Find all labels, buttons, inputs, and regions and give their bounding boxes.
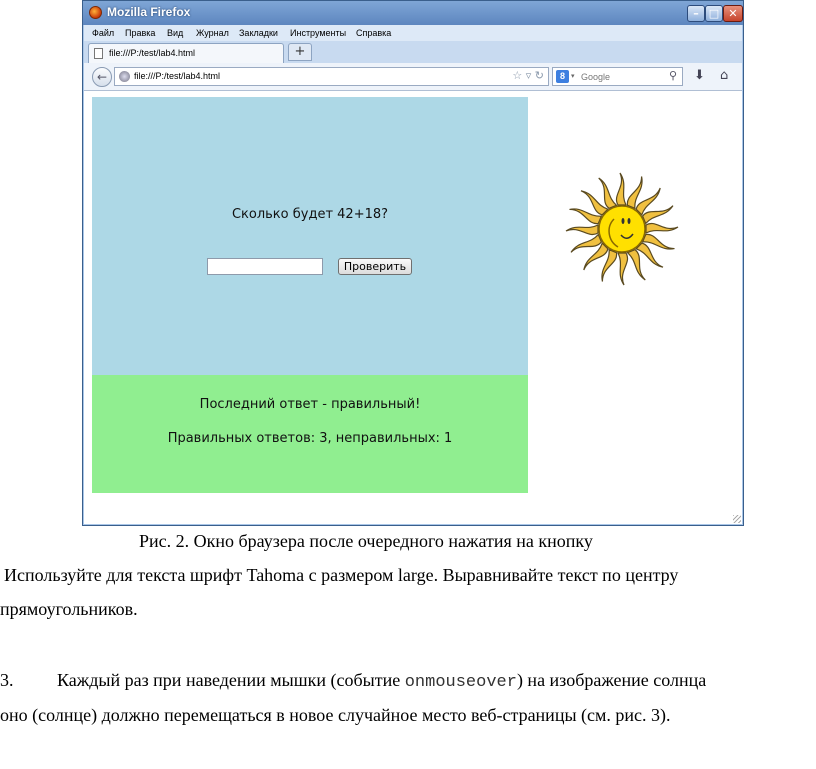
menu-help[interactable]: Справка (356, 28, 392, 38)
last-answer-text: Последний ответ - правильный! (199, 397, 421, 412)
item-line-1 (57, 670, 706, 693)
url-text: file:///P:/test/lab4.html (134, 71, 221, 81)
close-icon: ✕ (728, 7, 738, 20)
sun-eye-left (622, 218, 625, 224)
search-engine-icon[interactable]: 8 (556, 70, 569, 83)
search-placeholder: Google (581, 72, 611, 82)
item-text-after: ) на изображение солнца (516, 670, 707, 690)
page-icon (94, 48, 103, 59)
firefox-icon (89, 6, 102, 19)
check-button[interactable]: Проверить (338, 258, 412, 275)
tab-label: file:///P:/test/lab4.html (109, 48, 196, 58)
answer-input[interactable] (207, 258, 323, 275)
navigation-bar (84, 63, 742, 91)
stats-text: Правильных ответов: 3, неправильных: 1 (167, 431, 453, 446)
item-number: 3. (0, 670, 14, 690)
search-box[interactable] (552, 67, 683, 86)
maximize-button[interactable] (705, 5, 723, 22)
paragraph-line-2: прямоугольников. (0, 599, 138, 619)
menu-view[interactable]: Вид (167, 28, 184, 38)
maximize-icon: □ (708, 7, 720, 20)
back-arrow-icon: ← (96, 70, 108, 84)
menu-bookmarks[interactable]: Закладки (239, 28, 278, 38)
url-bar[interactable] (114, 67, 549, 86)
page-content (84, 91, 742, 524)
globe-icon (119, 71, 130, 82)
resize-grip[interactable] (733, 515, 741, 523)
sun-ray (616, 173, 626, 205)
title-bar[interactable] (83, 1, 743, 25)
item-line-2: оно (солнце) должно перемещаться в новое случайное место веб-страницы (см. рис. 3). (0, 705, 671, 725)
search-magnifier-icon[interactable]: ⚲ (668, 69, 677, 82)
menu-history[interactable]: Журнал (196, 28, 229, 38)
sun-ray (646, 223, 678, 233)
paragraph-line-1: Используйте для текста шрифт Tahoma с размером large. Выравнивайте текст по центру (4, 565, 679, 585)
item-text-before: Каждый раз при наведении мышки (событие (57, 670, 405, 690)
tab-strip (84, 41, 742, 63)
result-panel (92, 375, 528, 493)
menu-bar (84, 25, 742, 41)
sun-disc (599, 206, 645, 252)
menu-file[interactable]: Файл (92, 28, 115, 38)
home-icon[interactable]: ⌂ (720, 68, 729, 83)
minimize-button[interactable] (687, 5, 705, 22)
close-button[interactable] (723, 5, 743, 22)
tab-lab4[interactable] (88, 43, 284, 63)
new-tab-button[interactable]: + (288, 43, 312, 61)
back-button[interactable] (92, 67, 112, 87)
reload-icon[interactable]: ↻ (534, 69, 544, 82)
question-panel (92, 97, 528, 375)
dropdown-icon[interactable]: ▿ (525, 69, 532, 82)
event-code: onmouseover (404, 673, 517, 692)
sun-ray (618, 253, 628, 285)
minimize-icon: – (693, 7, 699, 20)
sun-ray (566, 225, 598, 235)
menu-edit[interactable]: Правка (125, 28, 156, 38)
engine-dropdown-icon[interactable]: ▾ (571, 72, 575, 80)
menu-tools[interactable]: Инструменты (290, 28, 347, 38)
sun-icon[interactable] (562, 169, 682, 289)
figure-caption: Рис. 2. Окно браузера после очередного нажатия на кнопку (139, 531, 593, 551)
browser-window (82, 0, 744, 526)
url-bar-icons (512, 69, 544, 82)
sun-eye-right (628, 218, 631, 224)
download-icon[interactable]: ⬇ (694, 68, 705, 83)
bookmark-star-icon[interactable]: ☆ (512, 69, 523, 82)
window-title: Mozilla Firefox (107, 5, 191, 19)
question-text: Сколько будет 42+18? (231, 207, 389, 222)
